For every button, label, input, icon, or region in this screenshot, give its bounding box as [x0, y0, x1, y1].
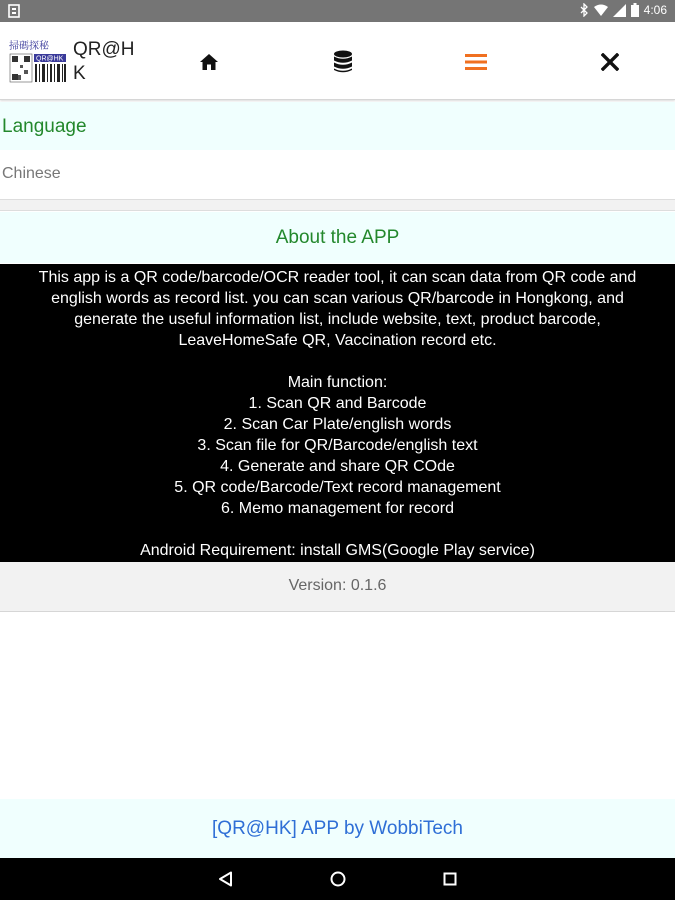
about-intro-line: english words as record list. you can scan various QR/barcode in Hongkong, and: [51, 290, 624, 307]
status-time: 4:06: [643, 3, 667, 17]
footer-link[interactable]: [0, 799, 675, 858]
main-function-title: Main function:: [287, 374, 388, 391]
about-intro-line: This app is a QR code/barcode/OCR reader tool, it can scan data from QR code and: [38, 269, 637, 286]
language-selector[interactable]: [0, 150, 675, 198]
footer-text: [QR@HK] APP by WobbiTech: [212, 818, 463, 839]
language-heading: Language: [2, 116, 87, 137]
home-nav-button[interactable]: [326, 867, 350, 891]
hamburger-menu-icon: [465, 53, 487, 71]
notification-icon: [8, 4, 20, 18]
about-description: [0, 264, 675, 562]
about-intro-line: generate the useful information list, include website, text, product barcode,: [74, 311, 601, 328]
logo-subtext: QR@HK: [36, 55, 64, 63]
back-triangle-icon: [218, 871, 234, 887]
wifi-icon: [594, 4, 608, 17]
language-value: Chinese: [2, 165, 61, 182]
logo-text: 掃碼探秘: [9, 41, 49, 52]
function-item: 2. Scan Car Plate/english words: [223, 416, 452, 433]
about-heading: About the APP: [275, 227, 400, 248]
home-button[interactable]: [191, 44, 227, 80]
back-button[interactable]: [214, 867, 238, 891]
database-icon: [333, 50, 353, 74]
close-icon: [601, 53, 619, 71]
version-bar: [0, 562, 675, 612]
signal-icon: [613, 4, 626, 17]
section-divider: [0, 199, 675, 211]
recents-button[interactable]: [438, 867, 462, 891]
function-item: 1. Scan QR and Barcode: [248, 395, 427, 412]
system-navigation-bar: [0, 858, 675, 900]
about-section-header: [0, 212, 675, 263]
top-app-bar: [0, 22, 675, 100]
recents-square-icon: [443, 872, 457, 886]
about-intro-line: LeaveHomeSafe QR, Vaccination record etc.: [178, 332, 497, 349]
records-button[interactable]: [325, 44, 361, 80]
function-item: 6. Memo management for record: [221, 500, 454, 517]
app-title: QR@HK: [73, 39, 135, 84]
app-logo: [8, 37, 68, 87]
status-bar: [0, 0, 675, 22]
close-button[interactable]: [592, 44, 628, 80]
function-item: 4. Generate and share QR COde: [220, 458, 455, 475]
battery-icon: [631, 3, 639, 17]
language-section-header: [0, 102, 675, 150]
bluetooth-icon: [580, 3, 589, 17]
function-item: 3. Scan file for QR/Barcode/english text: [197, 437, 478, 454]
home-circle-icon: [330, 871, 346, 887]
menu-button[interactable]: [458, 44, 494, 80]
home-icon: [199, 53, 219, 71]
function-item: 5. QR code/Barcode/Text record management: [174, 479, 501, 496]
version-text: Version: 0.1.6: [288, 577, 387, 594]
android-requirement: Android Requirement: install GMS(Google Play service): [140, 542, 535, 559]
